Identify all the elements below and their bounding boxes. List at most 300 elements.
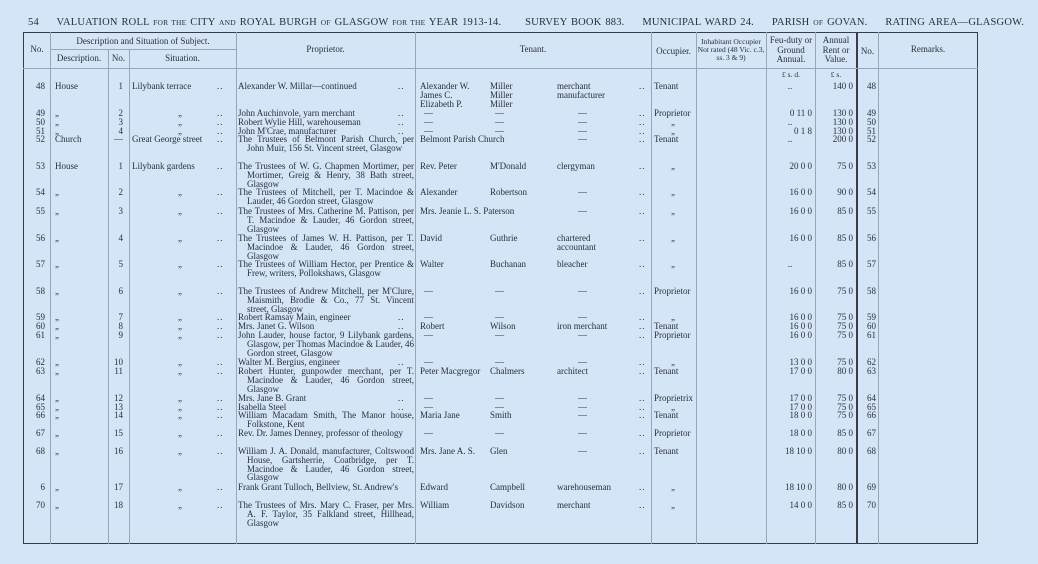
dots: .. <box>398 81 405 91</box>
tenant-occupation: — <box>578 357 587 367</box>
title-small: AND <box>219 18 236 27</box>
title-city: CITY <box>190 17 216 28</box>
tenant-first-name: Maria Jane <box>420 410 460 420</box>
tenant-first-name: — <box>424 428 433 438</box>
description: „ <box>55 126 59 136</box>
feu-duty: 16 0 0 <box>789 321 812 331</box>
situation: „ <box>178 366 182 376</box>
feu-duty: 18 10 0 <box>785 482 812 492</box>
subject-no: 3 <box>118 117 123 127</box>
description: „ <box>55 206 59 216</box>
tenant-surname: Chalmers <box>490 366 525 376</box>
entry-no: 61 <box>36 330 45 340</box>
feu-duty: 18 10 0 <box>785 446 812 456</box>
description: „ <box>55 482 59 492</box>
dots: .. <box>217 357 224 367</box>
subject-no: 1 <box>118 81 123 91</box>
proprietor: Isabella Steel <box>238 402 287 412</box>
col-number: No. <box>111 53 126 63</box>
situation: „ <box>178 330 182 340</box>
annual-rent: 90 0 <box>837 187 853 197</box>
tenant-first-name: Walter <box>420 259 444 269</box>
situation: „ <box>178 402 182 412</box>
dots: .. <box>217 482 224 492</box>
situation: „ <box>178 286 182 296</box>
feu-units: £ s. d. <box>782 70 800 79</box>
tenant-surname: Glen <box>490 446 508 456</box>
tenant-first-name: — <box>424 117 433 127</box>
occupier: Proprietrix <box>654 393 693 403</box>
occupier: „ <box>671 206 675 216</box>
header-divider <box>23 68 978 69</box>
situation: „ <box>178 500 182 510</box>
tenant-first-name: — <box>424 108 433 118</box>
tenant-surname: Miller <box>490 81 513 91</box>
subject-no: 13 <box>114 402 123 412</box>
entry-no-right: 53 <box>867 161 876 171</box>
tenant-surname: Robertson <box>490 187 527 197</box>
tenant-occupation: chartered <box>557 233 591 243</box>
tenant-surname: — <box>495 312 504 322</box>
subject-no: 4 <box>118 126 123 136</box>
feu-duty: .. <box>787 117 793 127</box>
occupier: Tenant <box>654 134 679 144</box>
tenant-first-name: Elizabeth P. <box>420 99 463 109</box>
occupier: Tenant <box>654 366 679 376</box>
tenant-occupation: merchant <box>557 81 591 91</box>
situation: „ <box>178 233 182 243</box>
annual-rent: 80 0 <box>837 446 853 456</box>
page-header <box>28 17 1038 28</box>
rating-area: RATING AREA—GLASGOW. <box>885 17 1025 28</box>
entry-no-right: 54 <box>867 187 876 197</box>
situation: „ <box>178 126 182 136</box>
tenant-surname: Buchanan <box>490 259 526 269</box>
annual-rent: 85 0 <box>837 500 853 510</box>
occupier: „ <box>671 161 675 171</box>
feu-duty: 17 0 0 <box>789 366 812 376</box>
col-description-group: Description and Situation of Subject. <box>76 36 210 46</box>
tenant-first-name: David <box>420 233 442 243</box>
tenant-surname: — <box>495 286 504 296</box>
entry-no-right: 61 <box>867 330 876 340</box>
description: „ <box>55 233 59 243</box>
entry-no: 54 <box>36 187 45 197</box>
dots: .. <box>639 187 646 197</box>
occupier: Tenant <box>654 446 679 456</box>
tenant-surname: — <box>495 393 504 403</box>
entry-no-right: 70 <box>867 500 876 510</box>
tenant-surname: Miller <box>490 90 513 100</box>
tenant-first-name: Mrs. Jane A. S. <box>420 446 476 456</box>
annual-rent: 85 0 <box>837 206 853 216</box>
description: „ <box>55 393 59 403</box>
entry-no-right: 49 <box>867 108 876 118</box>
divider <box>651 32 652 544</box>
subject-no: 15 <box>114 428 123 438</box>
description: „ <box>55 117 59 127</box>
annual-rent: 130 0 <box>832 108 853 118</box>
entry-no: 56 <box>36 233 45 243</box>
entry-no-right: 48 <box>867 81 876 91</box>
entry-no: 48 <box>36 81 45 91</box>
municipal-ward: MUNICIPAL WARD 24. <box>642 17 755 28</box>
tenant-occupation: bleacher <box>557 259 588 269</box>
dots: .. <box>639 428 646 438</box>
subject-no: 14 <box>114 410 123 420</box>
tenant-occupation: — <box>578 117 587 127</box>
description: House <box>55 161 78 171</box>
entry-no: 62 <box>36 357 45 367</box>
dots: .. <box>217 117 224 127</box>
occupier: „ <box>671 126 675 136</box>
situation: Lilybank terrace <box>132 81 192 91</box>
tenant-first-name: James C. <box>420 90 453 100</box>
dots: .. <box>639 312 646 322</box>
dots: .. <box>217 366 224 376</box>
situation: „ <box>178 321 182 331</box>
dots: .. <box>398 402 405 412</box>
dots: .. <box>639 81 646 91</box>
tenant-first-name: Rev. Peter <box>420 161 457 171</box>
occupier: „ <box>671 117 675 127</box>
tenant-surname: Guthrie <box>490 233 518 243</box>
dots: .. <box>217 402 224 412</box>
title-burgh: ROYAL BURGH <box>239 17 317 28</box>
situation: „ <box>178 312 182 322</box>
subject-no: 5 <box>118 259 123 269</box>
col-description: Description. <box>56 53 102 63</box>
feu-duty: 13 0 0 <box>789 357 812 367</box>
situation: Great George street <box>132 134 203 144</box>
description: „ <box>55 428 59 438</box>
entry-no: 57 <box>36 259 45 269</box>
dots: .. <box>217 233 224 243</box>
tenant-occupation: — <box>578 108 587 118</box>
annual-rent: 80 0 <box>837 366 853 376</box>
tenant-first-name: — <box>424 393 433 403</box>
proprietor: John M'Crae, manufacturer <box>238 126 337 136</box>
situation: „ <box>178 108 182 118</box>
feu-duty: 18 0 0 <box>789 410 812 420</box>
feu-duty: 14 0 0 <box>789 500 812 510</box>
tenant-surname: Campbell <box>490 482 525 492</box>
tenant-surname: Miller <box>490 99 513 109</box>
description: Church <box>55 134 82 144</box>
tenant-surname: — <box>495 357 504 367</box>
tenant-occupation: merchant <box>557 500 591 510</box>
proprietor: The Trustees of Mrs. Catherine M. Pattison, per T. Macindoe & Lauder, 46 Gordon street, Glasgow <box>238 206 414 234</box>
tenant-first-name: — <box>424 402 433 412</box>
col-inhabitant: Inhabitant Occupier Not rated (48 Vic. c.3, ss. 3 & 9) <box>697 37 765 62</box>
annual-rent: 130 0 <box>832 126 853 136</box>
description: „ <box>55 187 59 197</box>
entry-no-right: 60 <box>867 321 876 331</box>
proprietor: Robert Hunter, gunpowder merchant, per T. Macindoe & Lauder, 46 Gordon street, Glasgow <box>238 366 414 394</box>
dots: .. <box>217 321 224 331</box>
dots: .. <box>217 312 224 322</box>
description: „ <box>55 259 59 269</box>
dots: .. <box>217 126 224 136</box>
situation: „ <box>178 410 182 420</box>
tenant-occupation: clergyman <box>557 161 595 171</box>
tenant-first-name: Robert <box>420 321 445 331</box>
annual-rent: 75 0 <box>837 321 853 331</box>
dots: .. <box>639 233 646 243</box>
proprietor: The Trustees of Belmont Parish Church, per John Muir, 156 St. Vincent street, Glasgow <box>238 134 414 153</box>
col-tenant: Tenant. <box>519 44 547 54</box>
annual-rent: 140 0 <box>832 81 853 91</box>
dots: .. <box>217 187 224 197</box>
subject-no: 2 <box>118 187 123 197</box>
subject-no: 11 <box>114 366 123 376</box>
tenant-occupation: — <box>578 446 587 456</box>
entry-no-right: 58 <box>867 286 876 296</box>
entry-no-right: 52 <box>867 134 876 144</box>
tenant-occupation: — <box>578 410 587 420</box>
parish-name: GOVAN. <box>827 17 868 28</box>
subject-no: 12 <box>114 393 123 403</box>
occupier: Tenant <box>654 321 679 331</box>
dots: .. <box>639 134 646 144</box>
subject-no: 7 <box>118 312 123 322</box>
dots: .. <box>639 330 646 340</box>
dots: .. <box>639 286 646 296</box>
tenant-first-name: — <box>424 312 433 322</box>
entry-no: 58 <box>36 286 45 296</box>
occupier: „ <box>671 402 675 412</box>
tenant-occupation: — <box>578 393 587 403</box>
feu-duty: 17 0 0 <box>789 402 812 412</box>
title-small: FOR THE <box>153 18 187 27</box>
survey-book: SURVEY BOOK 883. <box>525 17 625 28</box>
entry-no-right: 66 <box>867 410 876 420</box>
entry-no-right: 69 <box>867 482 876 492</box>
divider <box>50 49 236 50</box>
dots: .. <box>639 393 646 403</box>
dots: .. <box>398 312 405 322</box>
page-number: 54 <box>28 17 39 28</box>
description: „ <box>55 108 59 118</box>
description: „ <box>55 321 59 331</box>
dots: .. <box>639 126 646 136</box>
occupier: „ <box>671 500 675 510</box>
situation: „ <box>178 206 182 216</box>
proprietor: Alexander W. Millar—continued <box>238 81 357 91</box>
tenant-first-name: Edward <box>420 482 448 492</box>
title-small: OF <box>813 18 824 27</box>
feu-duty: 20 0 0 <box>789 161 812 171</box>
tenant-surname: Davidson <box>490 500 525 510</box>
subject-no: 2 <box>118 108 123 118</box>
description: „ <box>55 286 59 296</box>
feu-duty: 18 0 0 <box>789 428 812 438</box>
subject-no: 3 <box>118 206 123 216</box>
description: House <box>55 81 78 91</box>
tenant-occupation: — <box>578 134 587 144</box>
dots: .. <box>639 117 646 127</box>
feu-duty: .. <box>787 259 793 269</box>
feu-duty: 16 0 0 <box>789 312 812 322</box>
col-remarks: Remarks. <box>910 44 946 54</box>
col-annual-rent: Annual Rent or Value. <box>822 35 850 64</box>
tenant-first-name: William <box>420 500 450 510</box>
tenant-surname: Smith <box>490 410 512 420</box>
proprietor: The Trustees of W. G. Chapmen Mortimer, per Mortimer, Greig & Henry, 38 Bath street, Glasgow <box>238 161 414 189</box>
annual-rent: 75 0 <box>837 286 853 296</box>
entry-no: 51 <box>36 126 45 136</box>
dots: .. <box>639 446 646 456</box>
col-no-right: No. <box>860 46 875 56</box>
tenant-occupation: — <box>578 126 587 136</box>
situation: „ <box>178 117 182 127</box>
col-occupier: Occupier. <box>656 46 691 56</box>
occupier: Proprietor <box>654 428 691 438</box>
entry-no: 60 <box>36 321 45 331</box>
dots: .. <box>217 81 224 91</box>
dots: .. <box>217 161 224 171</box>
entry-no-right: 67 <box>867 428 876 438</box>
subject-no: 17 <box>114 482 123 492</box>
annual-rent: 200 0 <box>832 134 853 144</box>
situation: „ <box>178 482 182 492</box>
description: „ <box>55 410 59 420</box>
situation: „ <box>178 393 182 403</box>
proprietor: The Trustees of James W. H. Pattison, per T. Macindoe & Lauder, 46 Gordon street, Glasgow <box>238 233 414 261</box>
tenant-surname: — <box>495 126 504 136</box>
tenant-occupation: — <box>578 312 587 322</box>
tenant-occupation: — <box>578 187 587 197</box>
entry-no-right: 68 <box>867 446 876 456</box>
tenant-occupation: iron merchant <box>557 321 608 331</box>
tenant-surname: — <box>495 428 504 438</box>
occupier: Tenant <box>654 410 679 420</box>
situation: „ <box>178 446 182 456</box>
entry-no: 6 <box>40 482 45 492</box>
proprietor: The Trustees of Andrew Mitchell, per M'Clure, Maismith, Brodie & Co., 77 St. Vincent street, Glasgow <box>238 286 414 314</box>
subject-no: 8 <box>118 321 123 331</box>
occupier: „ <box>671 357 675 367</box>
proprietor: Mrs. Jane B. Grant <box>238 393 307 403</box>
tenant-surname: M'Donald <box>490 161 527 171</box>
entry-no-right: 50 <box>867 117 876 127</box>
annual-rent: 75 0 <box>837 161 853 171</box>
dots: .. <box>217 330 224 340</box>
dots: .. <box>639 259 646 269</box>
divider <box>766 32 767 544</box>
dots: .. <box>639 366 646 376</box>
dots: .. <box>217 286 224 296</box>
entry-no: 64 <box>36 393 45 403</box>
entry-no: 68 <box>36 446 45 456</box>
entry-no-right: 63 <box>867 366 876 376</box>
entry-no: 65 <box>36 402 45 412</box>
annual-rent: 75 0 <box>837 402 853 412</box>
entry-no-right: 59 <box>867 312 876 322</box>
dots: .. <box>639 410 646 420</box>
annual-rent: 85 0 <box>837 233 853 243</box>
tenant-surname: Wilson <box>490 321 516 331</box>
feu-duty: 16 0 0 <box>789 233 812 243</box>
tenant-surname: — <box>495 108 504 118</box>
roll-title: VALUATION ROLL <box>56 17 150 28</box>
description: „ <box>55 357 59 367</box>
annual-rent: 130 0 <box>832 117 853 127</box>
proprietor: The Trustees of Mrs. Mary C. Fraser, per Mrs. A. F. Taylor, 35 Falkland street, Hillhead, Glasgow <box>238 500 414 528</box>
occupier: Proprietor <box>654 108 691 118</box>
dots: .. <box>639 161 646 171</box>
occupier: „ <box>671 482 675 492</box>
proprietor: John Auchinvole, yarn merchant <box>238 108 355 118</box>
divider <box>415 32 416 544</box>
subject-no: 1 <box>118 161 123 171</box>
occupier: „ <box>671 233 675 243</box>
proprietor: Frank Grant Tulloch, Bellview, St. Andrew's <box>238 482 399 492</box>
annual-rent: 75 0 <box>837 357 853 367</box>
col-feu-duty: Feu-duty or Ground Annual. <box>769 35 813 64</box>
tenant-first-name: — <box>424 330 433 340</box>
title-year: YEAR 1913-14. <box>428 17 502 28</box>
annual-rent: 85 0 <box>837 428 853 438</box>
dots: .. <box>217 393 224 403</box>
feu-duty: 16 0 0 <box>789 206 812 216</box>
tenant-surname: — <box>495 330 504 340</box>
dots: .. <box>639 357 646 367</box>
entry-no-right: 57 <box>867 259 876 269</box>
col-no: No. <box>30 44 44 54</box>
occupier: Proprietor <box>654 286 691 296</box>
proprietor: John Lauder, house factor, 9 Lilybank gardens, Glasgow, per Thomas Macindoe & Lauder, 46 Gordon street, Glasgow <box>238 330 414 358</box>
dots: .. <box>398 357 405 367</box>
proprietor: Mrs. Janet G. Wilson <box>238 321 315 331</box>
entry-no: 49 <box>36 108 45 118</box>
rent-units: £ s. <box>830 70 842 79</box>
tenant-occupation: warehouseman <box>557 482 611 492</box>
annual-rent: 75 0 <box>837 393 853 403</box>
proprietor: The Trustees of William Hector, per Prentice & Frew, writers, Pollokshaws, Glasgow <box>238 259 414 278</box>
tenant-occupation: manufacturer <box>557 90 605 100</box>
tenant-occupation: architect <box>557 366 588 376</box>
annual-rent: 80 0 <box>837 482 853 492</box>
divider <box>129 50 130 544</box>
parish-label: PARISH <box>771 17 810 28</box>
subject-no: 16 <box>114 446 123 456</box>
tenant-surname: — <box>495 402 504 412</box>
entry-no: 53 <box>36 161 45 171</box>
description: „ <box>55 500 59 510</box>
proprietor: Robert Wylie Hill, warehouseman <box>238 117 361 127</box>
tenant-first-name: Belmont Parish Church <box>420 134 505 144</box>
tenant-occupation: — <box>578 206 587 216</box>
dots: .. <box>398 321 405 331</box>
dots: .. <box>217 134 224 144</box>
feu-duty: 16 0 0 <box>789 330 812 340</box>
proprietor: William Macadam Smith, The Manor house, Folkstone, Kent <box>238 410 414 429</box>
entry-no-right: 65 <box>867 402 876 412</box>
feu-duty: 0 11 0 <box>789 108 812 118</box>
annual-rent: 75 0 <box>837 330 853 340</box>
tenant-first-name: Peter Macgregor <box>420 366 481 376</box>
dots: .. <box>398 108 405 118</box>
divider <box>50 32 51 544</box>
dots: .. <box>217 500 224 510</box>
entry-no-right: 56 <box>867 233 876 243</box>
entry-no: 67 <box>36 428 45 438</box>
dots: .. <box>217 410 224 420</box>
tenant-occupation: — <box>578 286 587 296</box>
subject-no: 6 <box>118 286 123 296</box>
title-small: OF <box>320 18 331 27</box>
